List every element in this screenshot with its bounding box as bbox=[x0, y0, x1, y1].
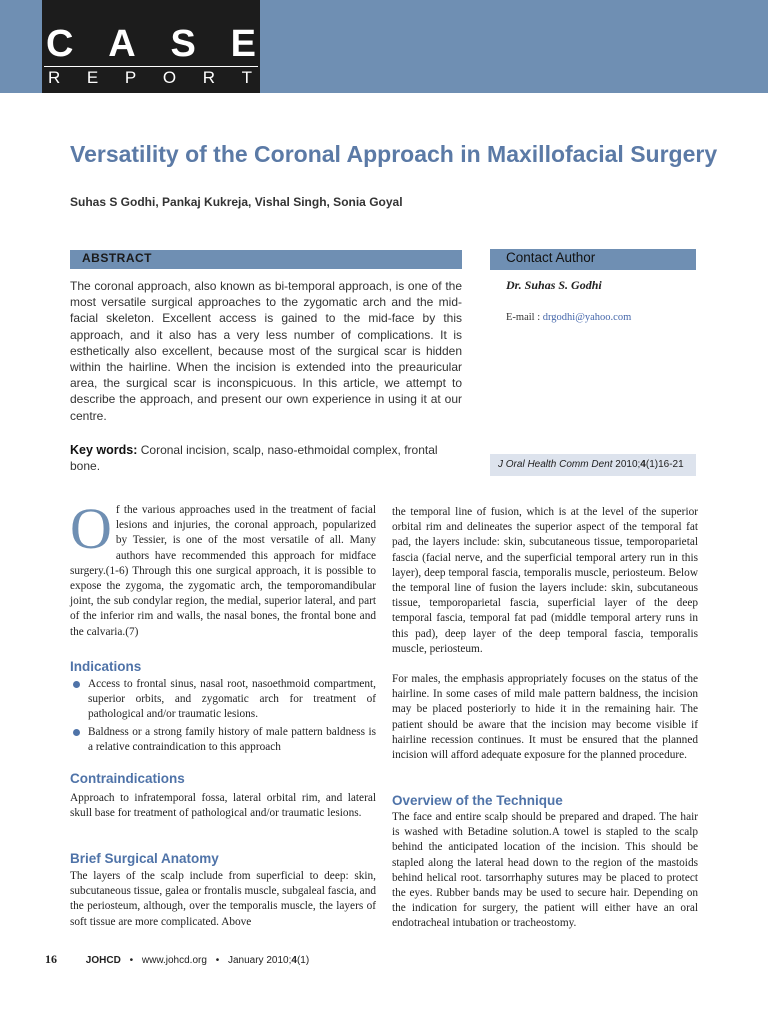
article-title: Versatility of the Coronal Approach in Maxillofacial Surgery bbox=[70, 141, 718, 167]
contact-author-label: Contact Author bbox=[506, 250, 596, 265]
contact-email bbox=[506, 312, 631, 323]
keywords bbox=[70, 442, 462, 474]
citation: J Oral Health Comm Dent 2010;4(1)16-21 bbox=[498, 459, 684, 470]
case-report-logo bbox=[42, 0, 260, 93]
bullet-icon bbox=[73, 681, 80, 688]
page-footer bbox=[45, 952, 445, 967]
keywords-text: Coronal incision, scalp, naso-ethmoidal complex, frontal bone. bbox=[70, 443, 438, 473]
case-word: C A S E bbox=[46, 23, 256, 65]
indications-list bbox=[70, 677, 376, 757]
author-list: Suhas S Godhi, Pankaj Kukreja, Vishal Singh, Sonia Goyal bbox=[70, 195, 403, 209]
abstract-label: ABSTRACT bbox=[82, 251, 152, 265]
abstract-text: The coronal approach, also known as bi-temporal approach, is one of the most versatile surgical approaches to the zygomatic arch and the mid-facial skeleton. Excellent access is gained to the mid-face by this approach, and it also has a very less number of complications. It is esthetically also excellent, because most of the surgical scar is hidden within the hairline. When the incision is extended into the preauricular area, the surgical scar is inconspicuous. In this article, we attempt to describe the approach, and present our own experience in using it at our centre. bbox=[70, 279, 462, 423]
anatomy-continued-text: the temporal line of fusion, which is at the level of the superior orbital rim and delineates the superior aspect of the temporal fat pad, the layers include: skin, subcutaneous tissue, temporoparietal fascia (facial nerve, and the superficial temporal artery run in this layer), deep temporal fascia, temporalis muscle, periosteum. Below the temporal line of fusion the layers include: skin, subcutaneous tissue, temporoparietal fascia, superficial layer of the deep temporal fascia, temporal fat pad (middle temporal artery runs in this pad), deep layer of the deep temporal fascia, temporalis muscle, periosteum. bbox=[392, 506, 698, 655]
intro-paragraph: Of the various approaches used in the treatment of facial lesions and injuries, the coronal approach, popularized by Tessier, is one of the most versatile of all. Many authors have recommended this approach for midface surgery.(1-6) Through this one surgical approach, it is possible to expose the zygoma, the zygomatic arch, the temporomandibular joint, the sub condylar region, the medial, superior lateral, and part of the inferior rim and walls, the nasal bones, the frontal bone and the calvaria.(7) bbox=[70, 496, 376, 638]
list-item: Access to frontal sinus, nasal root, nasoethmoid compartment, superior orbits, and zygomatic arch for treatment of pathological and/or traumatic lesions. bbox=[70, 677, 376, 723]
contraindications-heading: Contraindications bbox=[70, 771, 185, 786]
drop-cap: O bbox=[70, 496, 112, 561]
website-link[interactable]: www.johcd.org bbox=[141, 955, 207, 966]
citation-box bbox=[490, 454, 696, 476]
anatomy-heading: Brief Surgical Anatomy bbox=[70, 851, 219, 866]
contact-author-name: Dr. Suhas S. Godhi bbox=[506, 278, 602, 292]
bullet-icon bbox=[73, 729, 80, 736]
journal-abbr: JOHCD bbox=[85, 955, 121, 966]
abstract-header bbox=[70, 250, 462, 269]
report-word: R E P O R T bbox=[48, 68, 252, 87]
page-number: 16 bbox=[45, 952, 57, 966]
technique-heading: Overview of the Technique bbox=[392, 793, 563, 808]
list-item: Baldness or a strong family history of male pattern baldness is a relative contraindication to this approach bbox=[70, 725, 376, 755]
logo-divider bbox=[44, 66, 258, 67]
issue-info: January 2010;4(1) bbox=[227, 955, 310, 966]
indications-heading: Indications bbox=[70, 659, 142, 674]
technique-text: The face and entire scalp should be prepared and draped. The hair is washed with Betadine solution.A towel is stapled to the scalp behind the anticipated location of the incision. This should be stapled along the lateral head down to the region of the mastoids behind helical root. tarsorrhaphy sutures may be placed to protect the eyes. Rubber bands may be used to secure hair. Depending on the indication for surgery, the patient will either have an oral endotracheal intubation or tracheostomy. bbox=[392, 811, 698, 930]
contact-author-header bbox=[490, 249, 696, 270]
contraindications-text: Approach to infratemporal fossa, lateral orbital rim, and lateral skull base for treatment of pathological and/or traumatic lesions. bbox=[70, 792, 376, 820]
email-link[interactable]: drgodhi@yahoo.com bbox=[542, 312, 632, 323]
email-label: E-mail : bbox=[506, 312, 543, 323]
footer-separator: • bbox=[215, 955, 220, 966]
hairline-paragraph: For males, the emphasis appropriately focuses on the status of the hairline. In some cases of mild male pattern baldness, the incision may be placed posteriorly to hide it in the remaining hair. The patient should be aware that the incision may become visible if hairline recession continues. It must be ensured that the planned incision will afford adequate exposure for the planned procedure. bbox=[392, 673, 698, 762]
footer-separator: • bbox=[129, 955, 134, 966]
anatomy-text: The layers of the scalp include from superficial to deep: skin, subcutaneous tissue, galea or frontalis muscle, subgaleal fascia, and the periosteum, although, over the temporalis muscle, the layers of soft tissue are more complicated. Above bbox=[70, 870, 376, 928]
keywords-label: Key words: bbox=[70, 443, 138, 457]
